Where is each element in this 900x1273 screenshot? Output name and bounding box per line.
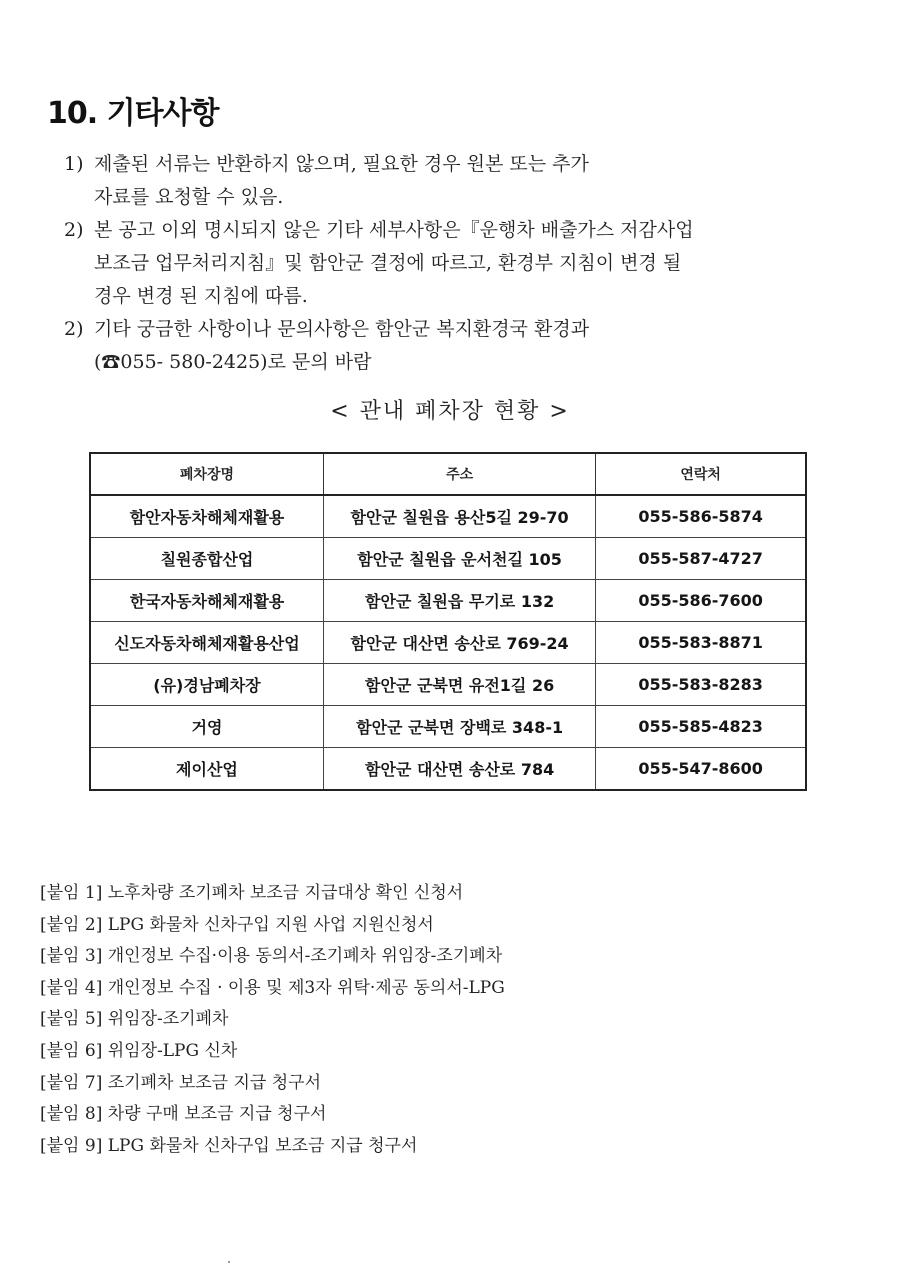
attachment-item: [붙임 2] LPG 화물차 신차구입 지원 사업 지원신청서 [40,914,434,935]
note-line: 기타 궁금한 사항이나 문의사항은 함안군 복지환경국 환경과 [94,318,590,340]
cell-address: 함안군 칠원읍 용산5길 29-70 [323,495,595,538]
attachment-item: [붙임 8] 차량 구매 보조금 지급 청구서 [40,1104,327,1125]
cell-contact: 055-583-8871 [596,622,806,664]
table-title: < 관내 폐차장 현황 > [330,399,570,424]
table-row [90,748,806,791]
cell-name: 거영 [90,706,323,748]
cell-name: 칠원종합산업 [90,538,323,580]
note-line: 경우 변경 된 지침에 따름. [94,285,308,307]
note-line: 보조금 업무처리지침』및 함안군 결정에 따르고, 환경부 지침이 변경 될 [94,252,682,274]
table-row [90,538,806,580]
cell-contact: 055-583-8283 [596,664,806,706]
cell-name: 제이산업 [90,748,323,791]
cell-name: 신도자동차해체재활용산업 [90,622,323,664]
section-heading: 10. 기타사항 [47,96,219,131]
cell-contact: 055-587-4727 [596,538,806,580]
note-line: 제출된 서류는 반환하지 않으며, 필요한 경우 원본 또는 추가 [94,153,589,175]
cell-address: 함안군 대산면 송산로 769-24 [323,622,595,664]
cell-contact: 055-586-5874 [596,495,806,538]
cell-address: 함안군 칠원읍 운서천길 105 [323,538,595,580]
note-number: 2) [64,219,84,241]
cell-contact: 055-586-7600 [596,580,806,622]
note-number: 2) [64,318,84,340]
note-item [64,148,804,214]
attachments-list [40,878,505,1162]
table-row [90,664,806,706]
cell-address: 함안군 군북면 장백로 348-1 [323,706,595,748]
header-address: 주소 [323,453,595,495]
header-name: 폐차장명 [90,453,323,495]
attachment-item: [붙임 7] 조기폐차 보조금 지급 청구서 [40,1072,322,1093]
cell-address: 함안군 군북면 유전1길 26 [323,664,595,706]
table-row [90,706,806,748]
attachment-item: [붙임 9] LPG 화물차 신차구입 보조금 지급 청구서 [40,1135,418,1156]
attachment-item: [붙임 3] 개인정보 수집·이용 동의서-조기폐차 위임장-조기폐차 [40,946,503,967]
notes-list [64,148,804,379]
note-item [64,214,804,313]
table-row [90,580,806,622]
scrapyard-table [89,452,807,791]
attachment-item: [붙임 6] 위임장-LPG 신차 [40,1040,238,1061]
note-line: (☎055- 580-2425)로 문의 바람 [94,351,372,373]
note-line: 본 공고 이외 명시되지 않은 기타 세부사항은『운행차 배출가스 저감사업 [94,219,694,241]
cell-address: 함안군 대산면 송산로 784 [323,748,595,791]
attachment-item: [붙임 1] 노후차량 조기폐차 보조금 지급대상 확인 신청서 [40,883,464,903]
note-line: 자료를 요청할 수 있음. [94,186,284,208]
header-contact: 연락처 [596,453,806,495]
note-number: 1) [64,153,84,175]
attachment-item: [붙임 4] 개인정보 수집 · 이용 및 제3자 위탁·제공 동의서-LPG [40,977,505,998]
table-row [90,495,806,538]
cell-name: (유)경남폐차장 [90,664,323,706]
cell-contact: 055-585-4823 [596,706,806,748]
table-header-row [90,453,806,495]
scan-speck [228,1261,230,1263]
table-row [90,622,806,664]
cell-address: 함안군 칠원읍 무기로 132 [323,580,595,622]
attachment-item: [붙임 5] 위임장-조기폐차 [40,1009,229,1030]
note-item [64,313,804,379]
cell-name: 함안자동차해체재활용 [90,495,323,538]
cell-name: 한국자동차해체재활용 [90,580,323,622]
cell-contact: 055-547-8600 [596,748,806,791]
